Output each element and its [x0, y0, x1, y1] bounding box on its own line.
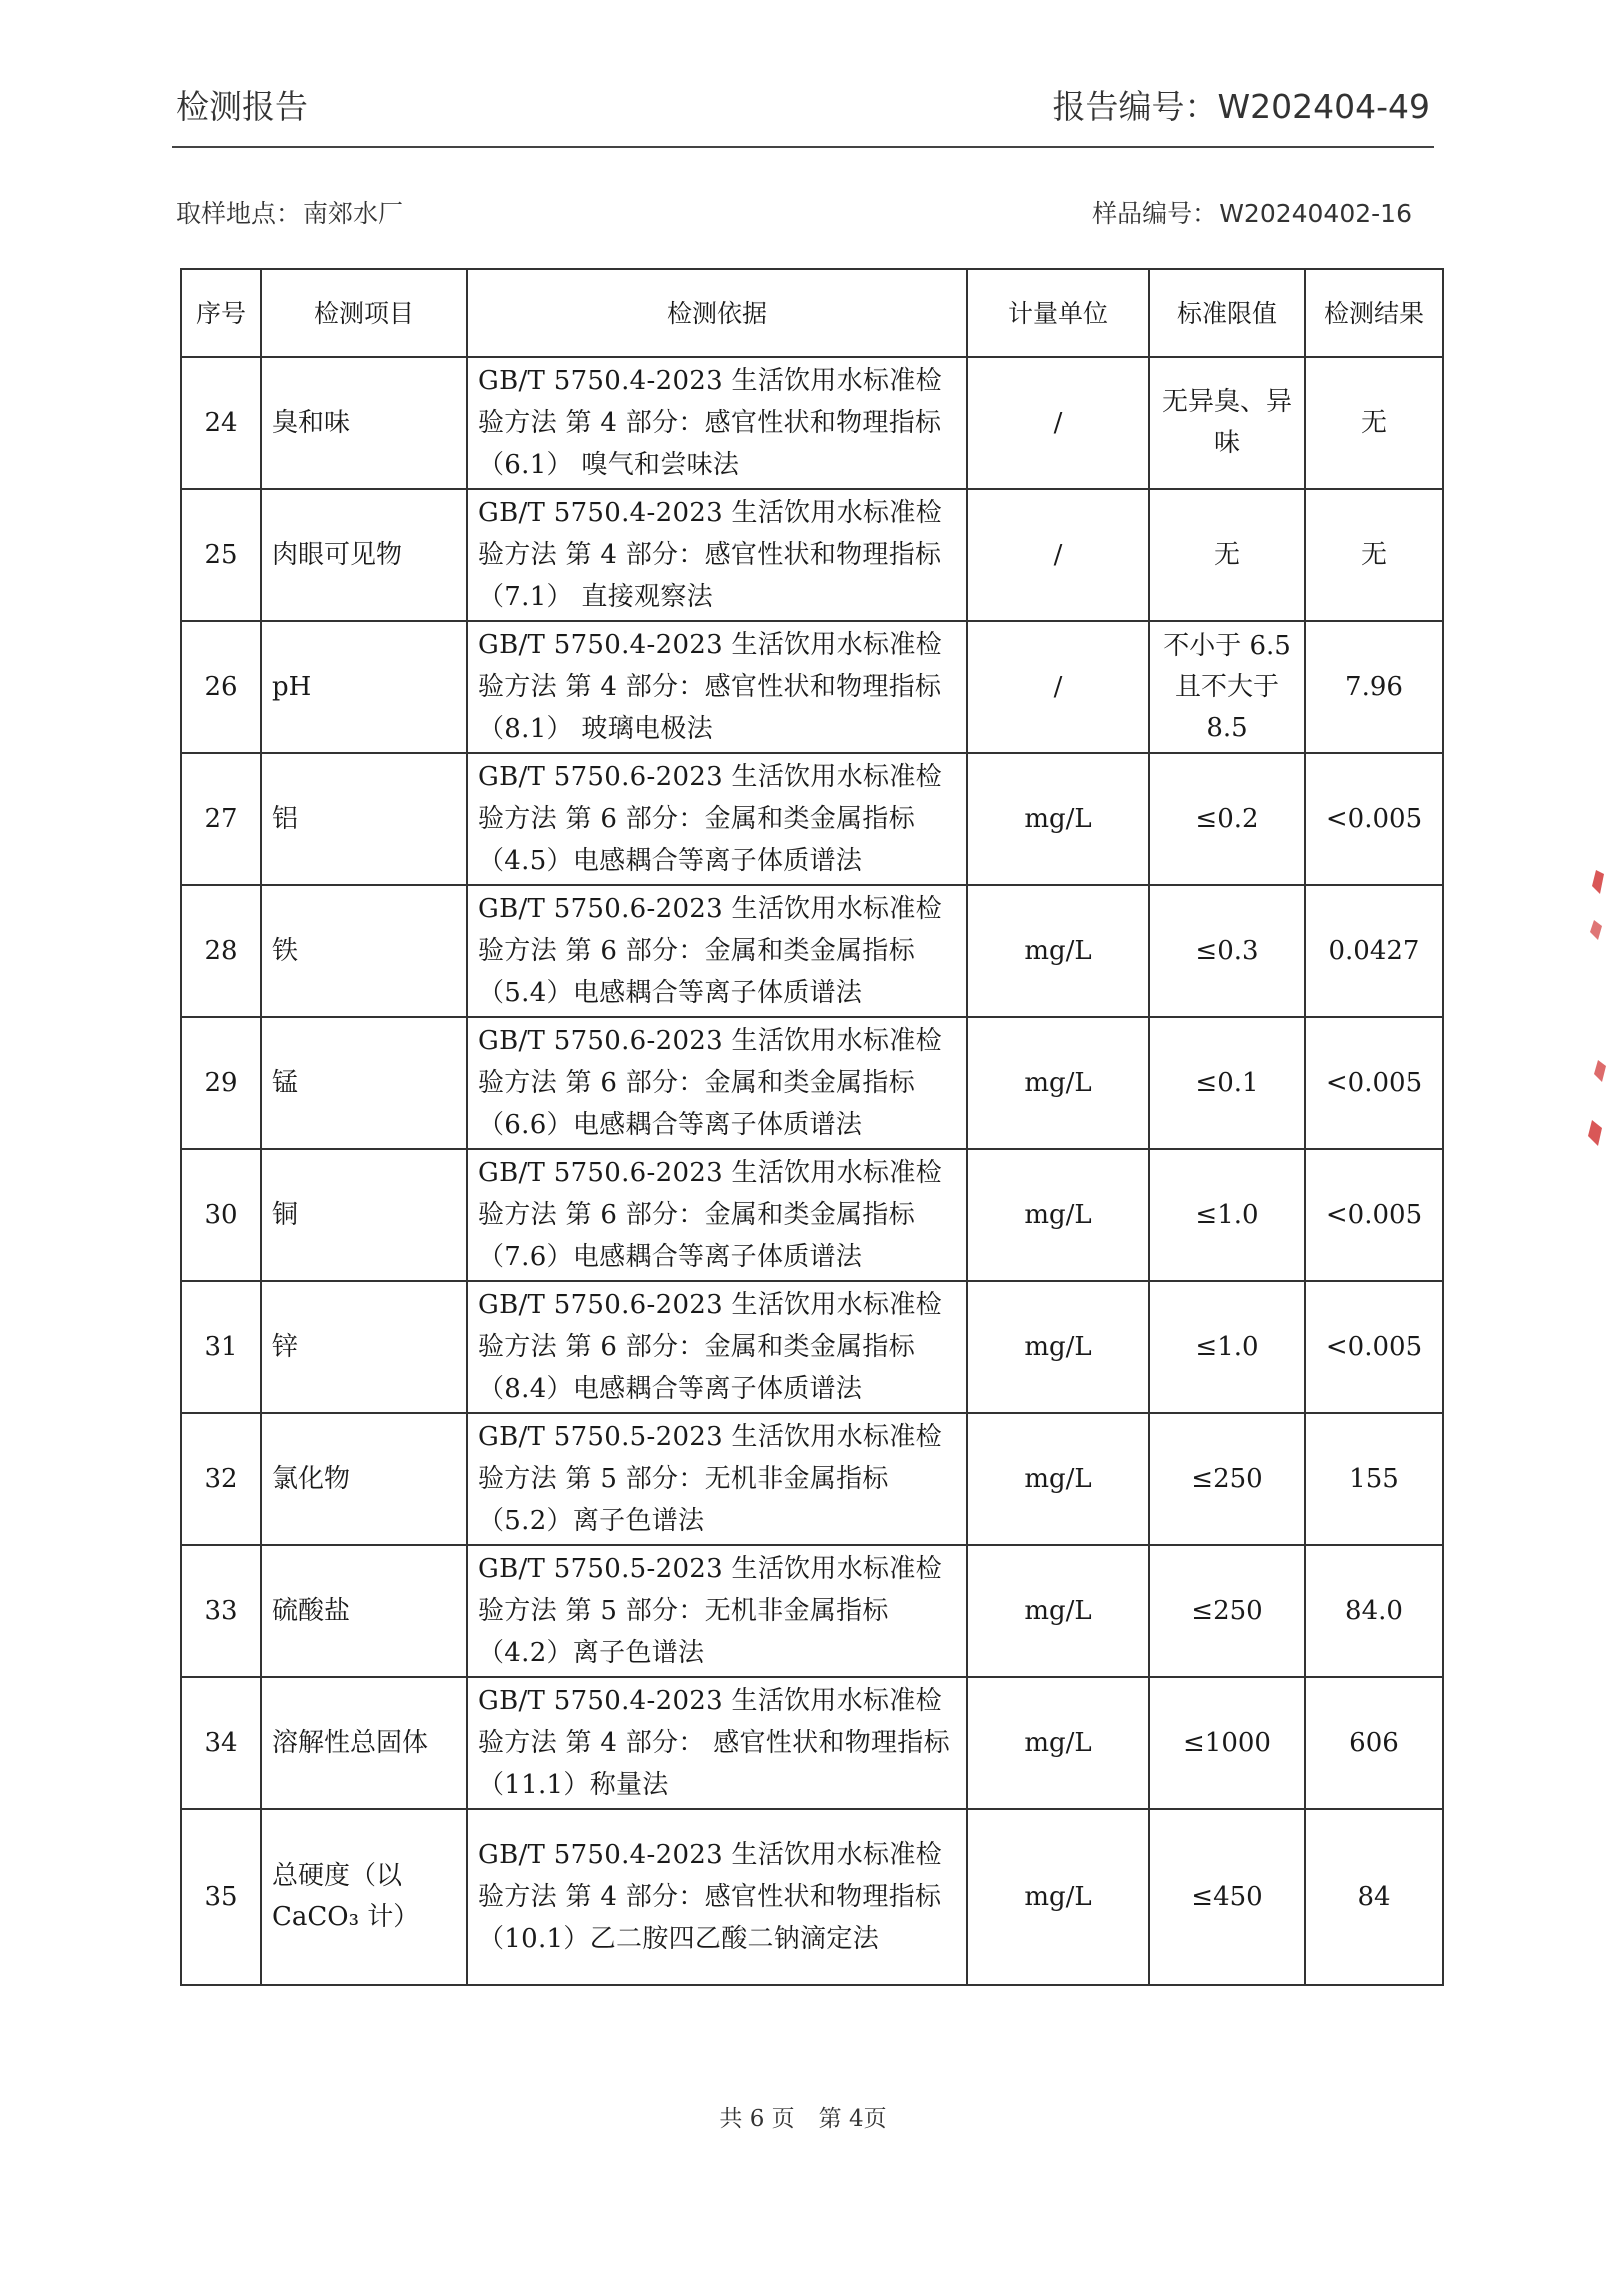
- sample-number-value: W20240402-16: [1219, 199, 1412, 228]
- test-basis: GB/T 5750.4-2023 生活饮用水标准检验方法 第 4 部分： 感官性状和物理指标（11.1）称量法: [467, 1677, 967, 1809]
- test-result: 无: [1305, 489, 1443, 621]
- test-basis: GB/T 5750.4-2023 生活饮用水标准检验方法 第 4 部分：感官性状和物理指标（8.1） 玻璃电极法: [467, 621, 967, 753]
- test-item: 铜: [261, 1149, 467, 1281]
- column-header: 标准限值: [1149, 269, 1305, 357]
- current-page: 第 4页: [818, 2106, 887, 2132]
- standard-limit: ≤1.0: [1149, 1149, 1305, 1281]
- column-header: 序号: [181, 269, 261, 357]
- column-header: 计量单位: [967, 269, 1149, 357]
- unit: mg/L: [967, 1677, 1149, 1809]
- sample-meta: [176, 192, 1412, 232]
- report-header: [176, 76, 1430, 128]
- unit: mg/L: [967, 1281, 1149, 1413]
- unit: mg/L: [967, 885, 1149, 1017]
- sample-number: [1092, 194, 1412, 230]
- standard-limit: ≤0.2: [1149, 753, 1305, 885]
- row-number: 35: [181, 1809, 261, 1985]
- test-basis: GB/T 5750.5-2023 生活饮用水标准检验方法 第 5 部分：无机非金属指标（4.2）离子色谱法: [467, 1545, 967, 1677]
- sampling-site: [176, 194, 403, 230]
- table-row: [181, 885, 1443, 1017]
- unit: /: [967, 357, 1149, 489]
- test-basis: GB/T 5750.6-2023 生活饮用水标准检验方法 第 6 部分：金属和类金属指标（5.4）电感耦合等离子体质谱法: [467, 885, 967, 1017]
- report-number-label: 报告编号：: [1052, 87, 1218, 126]
- page-footer: [0, 2100, 1606, 2133]
- row-number: 27: [181, 753, 261, 885]
- test-basis: GB/T 5750.4-2023 生活饮用水标准检验方法 第 4 部分：感官性状和物理指标 （10.1）乙二胺四乙酸二钠滴定法: [467, 1809, 967, 1985]
- row-number: 32: [181, 1413, 261, 1545]
- test-basis: GB/T 5750.4-2023 生活饮用水标准检验方法 第 4 部分：感官性状和物理指标（6.1） 嗅气和尝味法: [467, 357, 967, 489]
- table-row: [181, 489, 1443, 621]
- test-item: 硫酸盐: [261, 1545, 467, 1677]
- standard-limit: 无: [1149, 489, 1305, 621]
- test-result: 7.96: [1305, 621, 1443, 753]
- table-row: [181, 1677, 1443, 1809]
- sampling-site-label: 取样地点：: [176, 199, 302, 228]
- test-item: 铁: [261, 885, 467, 1017]
- standard-limit: ≤250: [1149, 1413, 1305, 1545]
- unit: /: [967, 621, 1149, 753]
- table-header-row: [181, 269, 1443, 357]
- test-item: 总硬度（以 CaCO₃ 计）: [261, 1809, 467, 1985]
- total-pages: 共 6 页: [719, 2106, 795, 2132]
- row-number: 25: [181, 489, 261, 621]
- table-row: [181, 1281, 1443, 1413]
- test-item: 锌: [261, 1281, 467, 1413]
- table-row: [181, 1413, 1443, 1545]
- test-result: <0.005: [1305, 1017, 1443, 1149]
- test-basis: GB/T 5750.6-2023 生活饮用水标准检验方法 第 6 部分：金属和类金属指标（8.4）电感耦合等离子体质谱法: [467, 1281, 967, 1413]
- row-number: 31: [181, 1281, 261, 1413]
- seal-stamp-edge: [1582, 860, 1606, 1160]
- report-number: [1052, 81, 1430, 128]
- standard-limit: 不小于 6.5 且不大于 8.5: [1149, 621, 1305, 753]
- standard-limit: ≤0.3: [1149, 885, 1305, 1017]
- row-number: 24: [181, 357, 261, 489]
- test-result: <0.005: [1305, 1149, 1443, 1281]
- table-row: [181, 1149, 1443, 1281]
- table-row: [181, 753, 1443, 885]
- unit: mg/L: [967, 753, 1149, 885]
- table-row: [181, 357, 1443, 489]
- unit: mg/L: [967, 1809, 1149, 1985]
- test-item: 肉眼可见物: [261, 489, 467, 621]
- unit: mg/L: [967, 1017, 1149, 1149]
- row-number: 30: [181, 1149, 261, 1281]
- test-result: 606: [1305, 1677, 1443, 1809]
- test-item: 臭和味: [261, 357, 467, 489]
- table-row: [181, 1017, 1443, 1149]
- unit: mg/L: [967, 1413, 1149, 1545]
- row-number: 29: [181, 1017, 261, 1149]
- table-row: [181, 1809, 1443, 1985]
- column-header: 检测项目: [261, 269, 467, 357]
- test-basis: GB/T 5750.6-2023 生活饮用水标准检验方法 第 6 部分：金属和类金属指标（7.6）电感耦合等离子体质谱法: [467, 1149, 967, 1281]
- test-item: pH: [261, 621, 467, 753]
- row-number: 33: [181, 1545, 261, 1677]
- test-basis: GB/T 5750.6-2023 生活饮用水标准检验方法 第 6 部分：金属和类金属指标（4.5）电感耦合等离子体质谱法: [467, 753, 967, 885]
- test-result: <0.005: [1305, 1281, 1443, 1413]
- test-item: 氯化物: [261, 1413, 467, 1545]
- table-row: [181, 1545, 1443, 1677]
- results-table: [180, 268, 1444, 1986]
- test-result: 无: [1305, 357, 1443, 489]
- standard-limit: 无异臭、异味: [1149, 357, 1305, 489]
- test-result: 84.0: [1305, 1545, 1443, 1677]
- standard-limit: ≤450: [1149, 1809, 1305, 1985]
- unit: mg/L: [967, 1545, 1149, 1677]
- standard-limit: ≤0.1: [1149, 1017, 1305, 1149]
- report-number-value: W202404-49: [1217, 87, 1430, 126]
- header-divider: [172, 146, 1434, 148]
- test-item: 铝: [261, 753, 467, 885]
- standard-limit: ≤1.0: [1149, 1281, 1305, 1413]
- column-header: 检测依据: [467, 269, 967, 357]
- unit: mg/L: [967, 1149, 1149, 1281]
- sampling-site-value: 南郊水厂: [303, 199, 404, 228]
- test-basis: GB/T 5750.5-2023 生活饮用水标准检验方法 第 5 部分：无机非金属指标（5.2）离子色谱法: [467, 1413, 967, 1545]
- test-basis: GB/T 5750.4-2023 生活饮用水标准检验方法 第 4 部分：感官性状和物理指标（7.1） 直接观察法: [467, 489, 967, 621]
- test-result: 155: [1305, 1413, 1443, 1545]
- test-result: 0.0427: [1305, 885, 1443, 1017]
- column-header: 检测结果: [1305, 269, 1443, 357]
- standard-limit: ≤250: [1149, 1545, 1305, 1677]
- row-number: 26: [181, 621, 261, 753]
- test-item: 溶解性总固体: [261, 1677, 467, 1809]
- row-number: 34: [181, 1677, 261, 1809]
- sample-number-label: 样品编号：: [1092, 199, 1218, 228]
- unit: /: [967, 489, 1149, 621]
- test-result: <0.005: [1305, 753, 1443, 885]
- test-item: 锰: [261, 1017, 467, 1149]
- test-result: 84: [1305, 1809, 1443, 1985]
- row-number: 28: [181, 885, 261, 1017]
- table-row: [181, 621, 1443, 753]
- test-basis: GB/T 5750.6-2023 生活饮用水标准检验方法 第 6 部分：金属和类金属指标（6.6）电感耦合等离子体质谱法: [467, 1017, 967, 1149]
- standard-limit: ≤1000: [1149, 1677, 1305, 1809]
- document-title: 检测报告: [176, 87, 308, 126]
